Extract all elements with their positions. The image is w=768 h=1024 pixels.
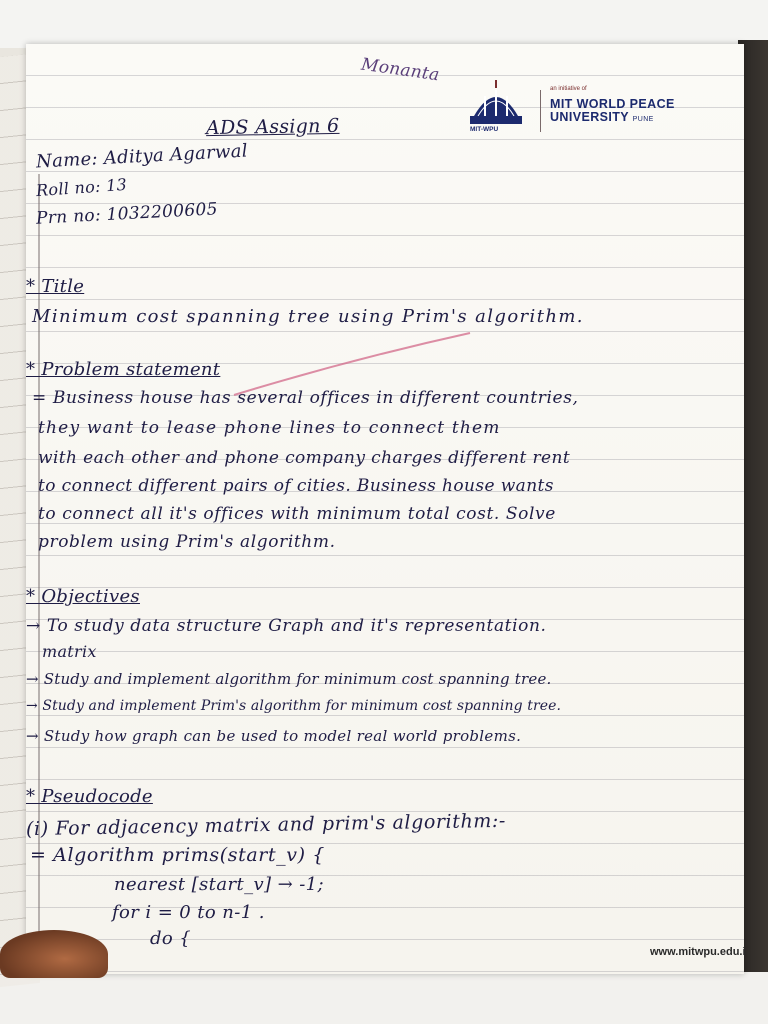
objective-item: matrix [42, 642, 97, 661]
problem-line: they want to lease phone lines to connect them [38, 418, 501, 438]
title-text: Minimum cost spanning tree using Prim's algorithm. [32, 306, 584, 327]
logo-name-university: UNIVERSITY [550, 110, 629, 124]
notebook-page [26, 44, 744, 974]
desk-background-bottom [0, 972, 768, 1024]
problem-line: to connect different pairs of cities. Business house wants [38, 476, 554, 496]
desk-background-top [0, 0, 768, 48]
problem-line: = Business house has several offices in different countries, [32, 388, 579, 408]
signature: Monanta [359, 54, 441, 86]
thumb [0, 930, 108, 978]
logo-university-name [550, 98, 675, 126]
logo-name-line1: MIT WORLD PEACE [550, 97, 675, 111]
objective-item: → To study data structure Graph and it's representation. [26, 616, 547, 636]
objective-item: → Study how graph can be used to model real world problems. [26, 727, 522, 745]
problem-line: with each other and phone company charges different rent [38, 448, 571, 468]
title-heading: * Title [26, 276, 85, 297]
pseudocode-line: for i = 0 to n-1 . [112, 902, 265, 923]
roll-number: Roll no: 13 [35, 174, 128, 201]
pseudocode-line: = Algorithm prims(start_v) { [30, 844, 325, 866]
logo-name-line2 [550, 111, 675, 126]
logo-separator [540, 90, 541, 132]
problem-line: problem using Prim's algorithm. [38, 532, 336, 552]
prn-number: Prn no: 1032200605 [35, 199, 219, 229]
assignment-title: ADS Assign 6 [205, 114, 340, 140]
logo-tagline: an initiative of [550, 86, 587, 92]
problem-heading: * Problem statement [26, 359, 221, 380]
pseudocode-line: do { [150, 928, 192, 949]
objective-item: → Study and implement algorithm for minimum cost spanning tree. [26, 670, 552, 688]
logo-city: PUNE [632, 116, 654, 123]
student-name: Name: Aditya Agarwal [35, 140, 249, 173]
pseudocode-line: nearest [start_v] → -1; [114, 874, 325, 895]
problem-line: to connect all it's offices with minimum total cost. Solve [38, 504, 556, 524]
objective-item: → Study and implement Prim's algorithm for minimum cost spanning tree. [26, 698, 562, 714]
footer-url: www.mitwpu.edu.i [650, 946, 746, 958]
objectives-heading: * Objectives [26, 586, 140, 607]
pseudocode-line: (i) For adjacency matrix and prim's algorithm:- [25, 809, 507, 841]
university-logo [466, 76, 706, 140]
logo-mark-text: MIT-WPU [470, 126, 499, 133]
pseudocode-heading: * Pseudocode [26, 786, 153, 807]
